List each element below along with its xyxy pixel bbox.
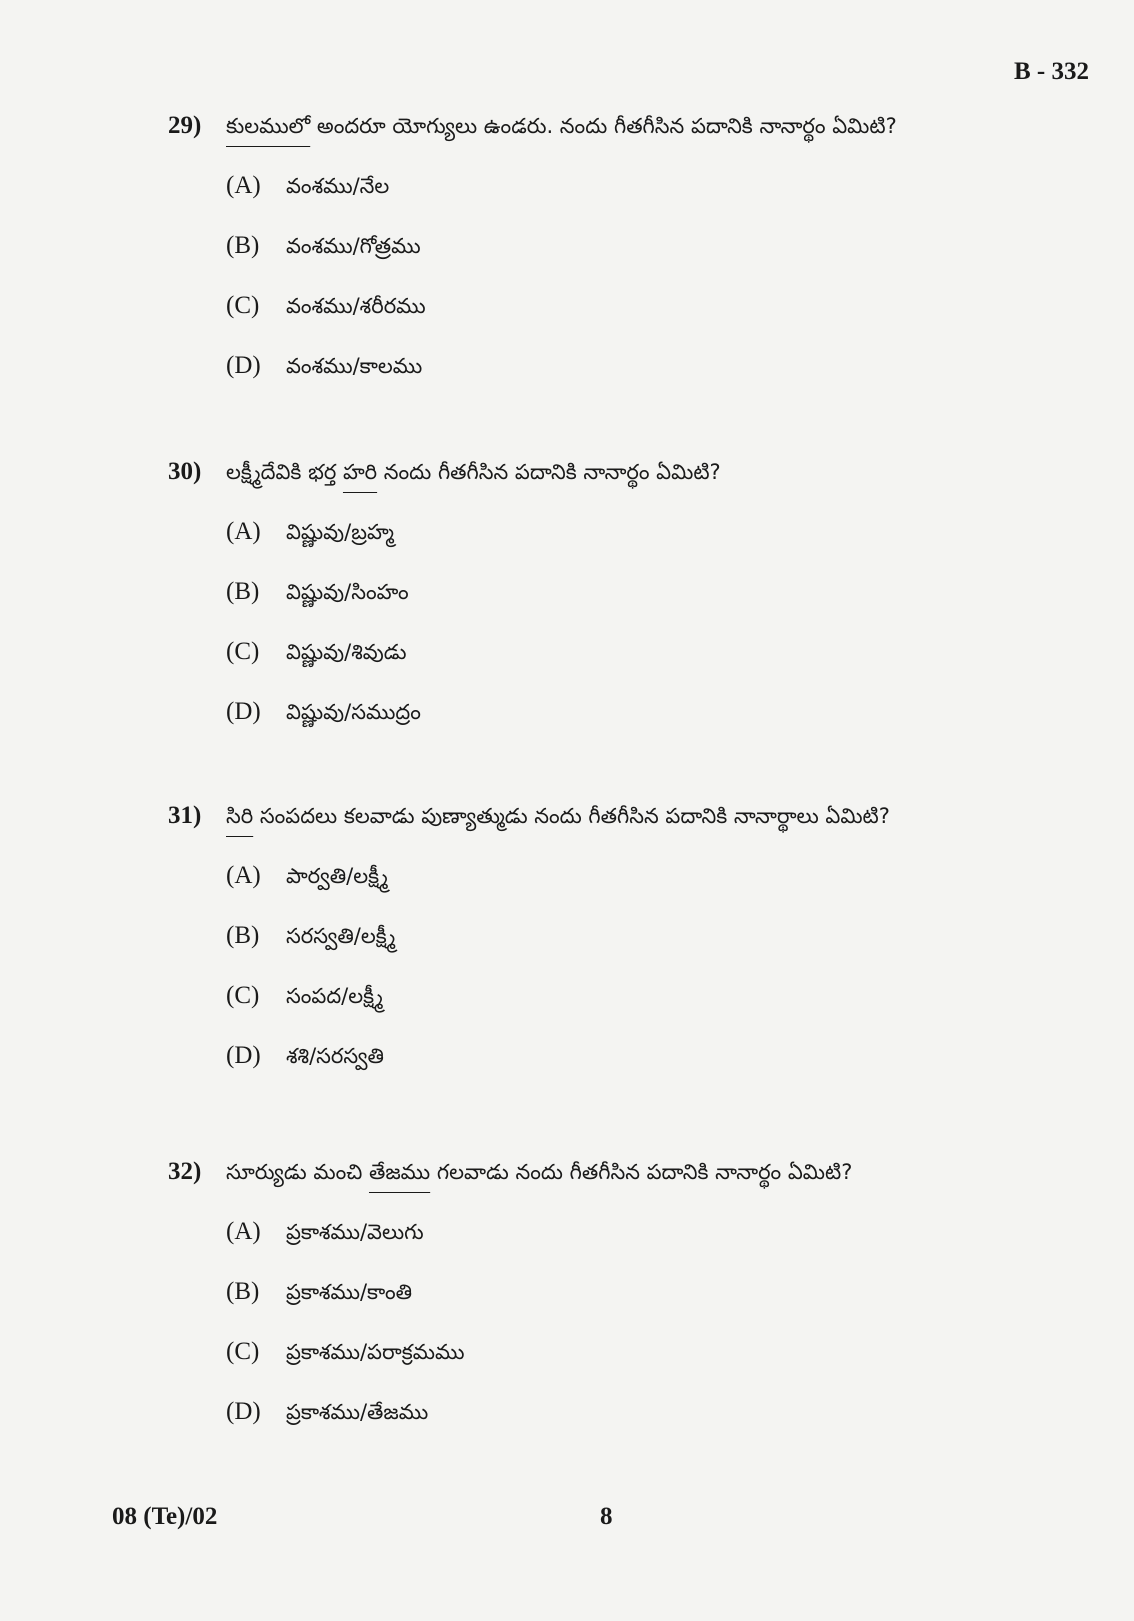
question-number: 30)	[168, 458, 202, 485]
option-text: వంశము/గోత్రము	[286, 234, 421, 258]
question-number: 32)	[168, 1158, 202, 1185]
question-29	[168, 112, 1068, 412]
option-text: ప్రకాశము/వెలుగు	[286, 1220, 424, 1244]
question-text	[226, 460, 721, 490]
option-b[interactable]	[226, 922, 1068, 982]
option-text: ప్రకాశము/కాంతి	[286, 1280, 413, 1304]
question-rest: గలవాడు నందు గీతగీసిన పదానికి నానార్థం ఏమిటి?	[430, 1160, 853, 1184]
option-c[interactable]	[226, 982, 1068, 1042]
option-text: విష్ణువు/సింహం	[286, 580, 409, 604]
footer-code: 08 (Te)/02	[112, 1503, 218, 1530]
option-d[interactable]	[226, 352, 1068, 412]
question-30	[168, 458, 1068, 758]
paper-code: B - 332	[1014, 58, 1089, 85]
option-label: (A)	[226, 172, 261, 199]
option-a[interactable]	[226, 518, 1068, 578]
question-rest: నందు గీతగీసిన పదానికి నానార్థం ఏమిటి?	[377, 460, 721, 484]
option-label: (A)	[226, 862, 261, 889]
option-label: (A)	[226, 1218, 261, 1245]
option-label: (B)	[226, 922, 260, 949]
option-label: (D)	[226, 1042, 261, 1069]
option-c[interactable]	[226, 292, 1068, 352]
question-rest: అందరూ యోగ్యులు ఉండరు. నందు గీతగీసిన పదానికి నానార్థం ఏమిటి?	[310, 114, 897, 138]
option-d[interactable]	[226, 1042, 1068, 1102]
question-text	[226, 114, 897, 144]
question-rest: సంపదలు కలవాడు పుణ్యాత్ముడు నందు గీతగీసిన పదానికి నానార్థాలు ఏమిటి?	[253, 804, 890, 828]
underlined-word: సిరి	[226, 804, 254, 828]
option-label: (B)	[226, 1278, 260, 1305]
option-c[interactable]	[226, 1338, 1068, 1398]
page-number: 8	[600, 1503, 613, 1530]
underlined-word: తేజము	[368, 1160, 431, 1184]
underlined-word: హరి	[342, 460, 378, 484]
option-text: విష్ణువు/బ్రహ్మ	[286, 520, 394, 544]
option-text: ప్రకాశము/తేజము	[286, 1400, 429, 1424]
option-text: విష్ణువు/సముద్రం	[286, 700, 421, 724]
option-label: (D)	[226, 698, 261, 725]
option-a[interactable]	[226, 862, 1068, 922]
question-before: సూర్యుడు మంచి	[226, 1160, 369, 1184]
option-label: (C)	[226, 292, 260, 319]
option-label: (A)	[226, 518, 261, 545]
option-label: (B)	[226, 232, 260, 259]
question-31	[168, 802, 1068, 1102]
option-text: వంశము/కాలము	[286, 354, 423, 378]
option-a[interactable]	[226, 1218, 1068, 1278]
option-text: విష్ణువు/శివుడు	[286, 640, 407, 664]
option-b[interactable]	[226, 578, 1068, 638]
question-number: 29)	[168, 112, 202, 139]
option-label: (D)	[226, 352, 261, 379]
question-text	[226, 804, 890, 834]
option-b[interactable]	[226, 1278, 1068, 1338]
option-text: వంశము/శరీరము	[286, 294, 426, 318]
option-label: (B)	[226, 578, 260, 605]
option-label: (C)	[226, 1338, 260, 1365]
option-text: శశి/సరస్వతి	[286, 1044, 384, 1068]
option-d[interactable]	[226, 1398, 1068, 1458]
question-32	[168, 1158, 1068, 1458]
option-label: (D)	[226, 1398, 261, 1425]
option-d[interactable]	[226, 698, 1068, 758]
option-text: సంపద/లక్ష్మీ	[286, 984, 383, 1008]
option-text: పార్వతి/లక్ష్మీ	[286, 864, 388, 888]
option-text: ప్రకాశము/పరాక్రమము	[286, 1340, 465, 1364]
option-b[interactable]	[226, 232, 1068, 292]
question-text	[226, 1160, 852, 1190]
option-label: (C)	[226, 982, 260, 1009]
option-text: సరస్వతి/లక్ష్మీ	[286, 924, 396, 948]
option-c[interactable]	[226, 638, 1068, 698]
question-number: 31)	[168, 802, 202, 829]
underlined-word: కులములో	[226, 114, 311, 138]
question-before: లక్ష్మీదేవికి భర్త	[226, 460, 343, 484]
option-a[interactable]	[226, 172, 1068, 232]
option-text: వంశము/నేల	[286, 174, 390, 198]
option-label: (C)	[226, 638, 260, 665]
